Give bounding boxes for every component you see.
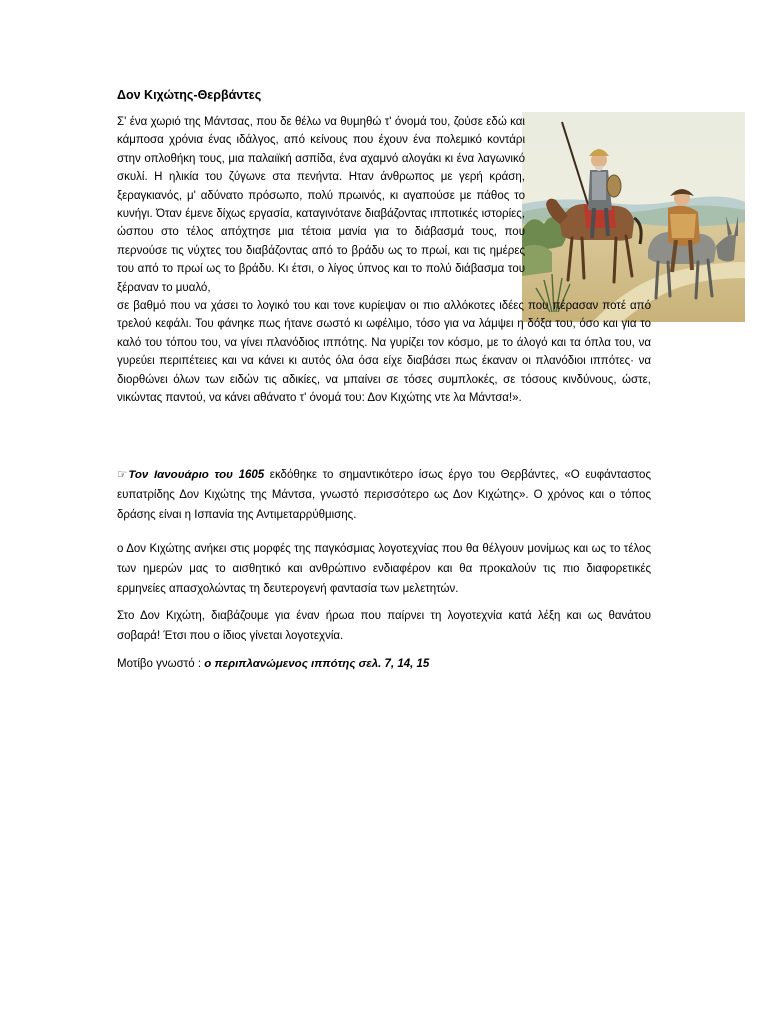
motif-label: Μοτίβο γνωστό : bbox=[117, 658, 205, 670]
publication-text: εκδόθηκε το σημαντικότερο ίσως έργο του Θερβάντες, «Ο ευφάνταστος ευπατρίδης Δον Κιχώτης της Μάντσα, γνωστό περισσότερο ως Δον Κιχώτης». Ο χρόνος και ο τόπος δράσης είναι η Ισπανία της Αντιμεταρρύθμισης. bbox=[117, 469, 651, 521]
opening-passage-wrapped: Σ' ένα χωριό της Μάντσας, που δε θέλω να θυμηθώ τ' όνομά του, ζούσε εδώ και κάμποσα χρόνια ένας ιδάλγος, από κείνους που έχουν ένα πολεμικό κοντάρι στην οπλοθήκη τους, μια παλαιϊκή ασπίδα, ένα αχαμνό αλογάκι κι ένα λαγωνικό σκυλί. Η ηλικία του ζύγωνε στα πενήντα. Ηταν άνθρωπος με γερή κράση, ξεραγκιανός, μ' αδύνατο πρόσωπο, πολύ πρωινός, κι αγαπούσε με πάθος το κυνήγι. Όταν έμενε δίχως εργασία, καταγινότανε διαβάζοντας ιπποτικές ιστορίες, ώσπου στο τέλος απόχτησε μια τέτοια μανία για το διάβασμά τους, που περνούσε τις νύχτες του διαβάζοντας από το βράδυ ως το πρωί, και τις ημέρες του από το πρωί ως το βράδυ. Κι έτσι, ο λίγος ύπνος και το πολύ διάβασμα του ξέραναν το μυαλό, bbox=[117, 116, 525, 294]
pointing-hand-icon: ☞ bbox=[117, 469, 128, 481]
publication-paragraph bbox=[117, 465, 651, 525]
motif-line bbox=[117, 658, 429, 670]
motif-value: ο περιπλανώμενος ιππότης σελ. 7, 14, 15 bbox=[204, 658, 430, 670]
opening-passage bbox=[117, 113, 651, 408]
document-title: Δον Κιχώτης-Θερβάντες bbox=[117, 88, 262, 102]
publication-date-highlight: Τον Ιανουάριο του 1605 bbox=[128, 469, 265, 481]
literature-paragraph: Στο Δον Κιχώτη, διαβάζουμε για έναν ήρωα που παίρνει τη λογοτεχνία κατά λέξη και ως θανάτου σοβαρά! Έτσι που ο ίδιος γίνεται λογοτεχνία. bbox=[117, 610, 651, 642]
significance-paragraph: ο Δον Κιχώτης ανήκει στις μορφές της παγκόσμιας λογοτεχνίας που θα θέλγουν μονίμως και ως το τέλος των ημερών μας το αισθητικό και ανθρώπινο ενδιαφέρον και θα προκαλούν τις πιο διαφορετικές ερμηνείες απασχολώντας τη δευτερογενή φαντασία των μελετητών. bbox=[117, 543, 651, 595]
opening-passage-full-width: σε βαθμό που να χάσει το λογικό του και τονε κυρίεψαν οι πιο αλλόκοτες ιδέες που πέρασαν ποτέ από τρελού κεφάλι. Του φάνηκε πως ήτανε σωστό κι ωφέλιμο, τόσο για να λάμψει η δόξα του, όσο και για το καλό του τόπου του, να γίνει πλανόδιος ιππότης. Να γυρίζει τον κόσμο, με το άλογό και τα όπλα του, να γυρεύει περιπέτειες και να κάνει κι αυτός όλα όσα είχε διαβάσει πως έκαναν οι πλανόδιοι ιππότες· να διορθώνει όλων των ειδών τις αδικίες, να μπαίνει σε τόσες συμπλοκές, σε τόσους κινδύνους, ώστε, νικώντας παντού, να κάνει αθάνατο τ' όνομά του: Δον Κιχώτης ντε λα Μάντσα!». bbox=[117, 300, 651, 405]
